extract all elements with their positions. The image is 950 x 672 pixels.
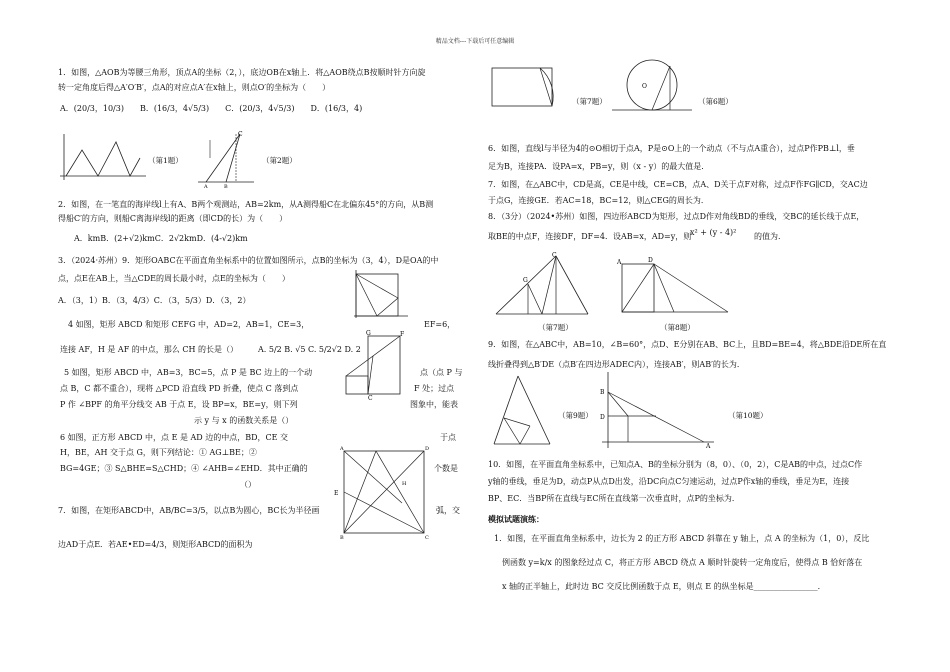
svg-text:G: G bbox=[366, 330, 371, 337]
figure-q2 bbox=[196, 128, 256, 188]
q5-line-a: 5 如图，矩形 ABCD 中，AB=3，BC=5，点 P 是 BC 边上的一个动 bbox=[64, 368, 313, 377]
figure-q4 bbox=[340, 328, 410, 400]
q5-line-f: 图象中，能表 bbox=[410, 400, 458, 409]
q5-line-c: 点 B，C 都不重合），现将 △PCD 沿直线 PD 折叠，使点 C 落到点 bbox=[60, 384, 299, 393]
caption-r-q9: （第9题） bbox=[558, 411, 593, 420]
q1-line-b: 转一定角度后得△A′O′B′，点A的对应点A′在x轴上，则点O′的坐标为（ ） bbox=[58, 83, 331, 92]
r-q8-line-c: 的值为． bbox=[754, 232, 786, 241]
svg-text:B: B bbox=[224, 184, 228, 188]
r-q8-line-a: 8．（3分）（2024•苏州）如图，四边形ABCD为矩形，过点D作对角线BD的垂线，交BC的延长线于点E， bbox=[488, 212, 865, 221]
r-q7-line-b: 于点G，连接GE．若AC=18，BC=12，则△CEG的周长为． bbox=[488, 196, 709, 205]
q6-line-c: H，BE，AH 交于点 G，则下列结论：① AG⊥BE；② bbox=[60, 448, 257, 457]
mock-q1-line-b: 例函数 y=k/x 的图象经过点 C，将正方形 ABCD 绕点 A 顺时针旋转一定角度后，使得点 B 恰好落在 bbox=[502, 558, 863, 567]
mock-q1-line-c: x 轴的正半轴上，此时边 BC 交反比例函数于点 E，则点 E 的纵坐标是________________． bbox=[502, 582, 826, 591]
r-q9-line-a: 9．如图，在△ABC中，AB=10，∠B=60°，点D、E分别在AB、BC上，且BD=BE=4，将△BDE沿DE所在直 bbox=[488, 340, 887, 349]
q4-line-c: 连接 AF，H 是 AF 的中点，那么 CH 的长是（） bbox=[60, 345, 238, 354]
q7-line-b: 弧，交 bbox=[436, 506, 460, 515]
q5-line-b: 点（点 P 与 bbox=[420, 368, 463, 377]
caption-q1: （第1题） bbox=[148, 156, 183, 165]
caption-q2: （第2题） bbox=[262, 156, 297, 165]
q2-line-b: 得船C′的方向，则船C离海岸线l的距离（即CD的长）为（ ） bbox=[58, 214, 288, 223]
figure-r6 bbox=[608, 58, 694, 116]
svg-text:D: D bbox=[425, 446, 430, 452]
q1-line-a: 1．如图，△AOB为等腰三角形，顶点A的坐标（2，），底边OB在x轴上．将△AOB绕点B按顺时针方向旋 bbox=[58, 68, 426, 77]
page-header: 精品文档---下载后可任意编辑 bbox=[435, 38, 515, 45]
r-q8-line-b: 取BE的中点F，连接DF，DF=4．设AB=x，AD=y，则 bbox=[488, 232, 692, 241]
q6-line-e: 个数是 bbox=[434, 464, 458, 473]
q6-line-b: 于点 bbox=[440, 433, 456, 442]
q3-line-b: 点，点E在AB上，当△CDE的周长最小时，点E的坐标为（ ） bbox=[58, 274, 290, 283]
q4-line-b: EF=6， bbox=[424, 320, 456, 329]
r-q10-line-b: y轴的垂线，垂足为D，动点P从点D出发，沿DC向点C匀速运动，过点P作x轴的垂线，垂足为E，连接 bbox=[488, 477, 850, 486]
figure-q1 bbox=[58, 132, 148, 182]
q7-line-c: 边AD于点E．若AE•ED=4/3，则矩形ABCD的面积为 bbox=[58, 540, 253, 549]
svg-text:C: C bbox=[238, 131, 243, 138]
svg-text:B: B bbox=[600, 389, 605, 396]
q1-options: A．(20/3，10/3) B．(16/3，4√5/3) C．(20/3，4√5/3) D．(16/3，4) bbox=[60, 104, 363, 113]
q6-line-f: （） bbox=[240, 480, 256, 489]
q3-line-a: 3．（2024·苏州）9．矩形OABC在平面直角坐标系中的位置如图所示，点B的坐标为（3，4），D是OA的中 bbox=[58, 256, 439, 265]
r-q7-line-a: 7．如图，在△ABC中，CD是高，CE是中线，CE=CB，点A、D关于点F对称，过点F作FG∥CD，交AC边 bbox=[488, 180, 868, 189]
svg-text:O: O bbox=[642, 83, 647, 90]
figure-q3 bbox=[350, 268, 410, 320]
caption-r7: （第7题） bbox=[572, 97, 607, 106]
svg-text:D: D bbox=[648, 257, 653, 264]
q4-answer-options: A. 5/2 B. √5 C. 5/2√2 D. 2 bbox=[258, 345, 361, 354]
svg-text:G: G bbox=[523, 277, 528, 284]
figure-r-q7 bbox=[492, 252, 592, 322]
q4-line-a: 4 如图，矩形 ABCD 和矩形 CEFG 中，AD=2，AB=1，CE=3， bbox=[68, 320, 310, 329]
svg-text:A: A bbox=[617, 259, 622, 266]
figure-r-q10 bbox=[598, 370, 718, 450]
r-q10-line-c: BP、EC．当BP所在直线与EC所在直线第一次垂直时，点P的坐标为． bbox=[488, 494, 740, 503]
caption-r-q10: （第10题） bbox=[728, 411, 768, 420]
svg-text:F: F bbox=[400, 331, 405, 338]
q6-line-a: 6 如图，正方形 ABCD 中，点 E 是 AD 边的中点，BD，CE 交 bbox=[60, 433, 289, 442]
r-q6-line-b: 足为B，连接PA．设PA=x，PB=y，则（x - y）的最大值是． bbox=[488, 162, 710, 171]
r-q6-line-a: 6．如图，直线l与半径为4的⊙O相切于点A，P是⊙O上的一个动点（不与点A重合），过点P作PB⊥l，垂 bbox=[488, 144, 855, 153]
svg-text:C: C bbox=[425, 535, 429, 539]
figure-q6 bbox=[332, 445, 430, 539]
r-q9-line-b: 线折叠得到△B′DE（点B′在四边形ADEC内），连接AB′，则AB′的长为． bbox=[488, 360, 745, 369]
mock-exam-heading: 模拟试题演练： bbox=[488, 514, 544, 524]
r-q8-expression: x² + (y - 4)² bbox=[690, 228, 737, 237]
svg-text:B: B bbox=[340, 535, 344, 539]
q2-options: A．kmB．(2+√2)kmC．2√2kmD．(4-√2)km bbox=[74, 234, 248, 243]
figcaption-r-q7: （第7题） bbox=[538, 323, 573, 332]
q5-line-d: F 处；过点 bbox=[414, 384, 455, 393]
svg-text:D: D bbox=[600, 414, 605, 421]
caption-r6: （第6题） bbox=[698, 97, 733, 106]
svg-text:A: A bbox=[340, 446, 344, 452]
q2-line-a: 2．如图，在一笔直的海岸线l上有A、B两个观测站，AB=2km，从A测得船C在北偏东45°的方向，从B测 bbox=[58, 200, 434, 209]
figure-r-q8 bbox=[614, 256, 732, 318]
svg-text:A: A bbox=[706, 443, 711, 450]
svg-text:C: C bbox=[368, 395, 373, 400]
svg-text:E: E bbox=[334, 490, 339, 497]
svg-text:C: C bbox=[552, 252, 557, 259]
svg-text:A: A bbox=[204, 184, 208, 188]
q6-line-d: BG=4GE；③ S△BHE=S△CHD；④ ∠AHB=∠EHD．其中正确的 bbox=[60, 464, 308, 473]
figure-r-q9 bbox=[490, 372, 554, 450]
figure-r7 bbox=[488, 62, 574, 112]
r-q10-line-a: 10．如图，在平面直角坐标系中，已知点A、B的坐标分别为（8，0）、（0，2），C是AB的中点，过点C作 bbox=[488, 460, 863, 469]
figcaption-r-q8: （第8题） bbox=[660, 323, 695, 332]
q5-line-e: P 作 ∠BPF 的角平分线交 AB 于点 E，设 BP=x，BE=y，则下列 bbox=[60, 400, 298, 409]
mock-q1-line-a: 1．如图，在平面直角坐标系中，边长为 2 的正方形 ABCD 斜靠在 y 轴上，点 A 的坐标为（1，0），反比 bbox=[494, 534, 870, 543]
q7-line-a: 7．如图，在矩形ABCD中，AB/BC=3/5，以点B为圆心，BC长为半径画 bbox=[58, 506, 320, 515]
q5-line-g: 示 y 与 x 的函数关系是（） bbox=[194, 416, 294, 425]
q3-options: A．（3，1）B．（3，4/3）C．（3，5/3）D．（3，2） bbox=[58, 296, 251, 305]
svg-text:H: H bbox=[402, 481, 407, 487]
